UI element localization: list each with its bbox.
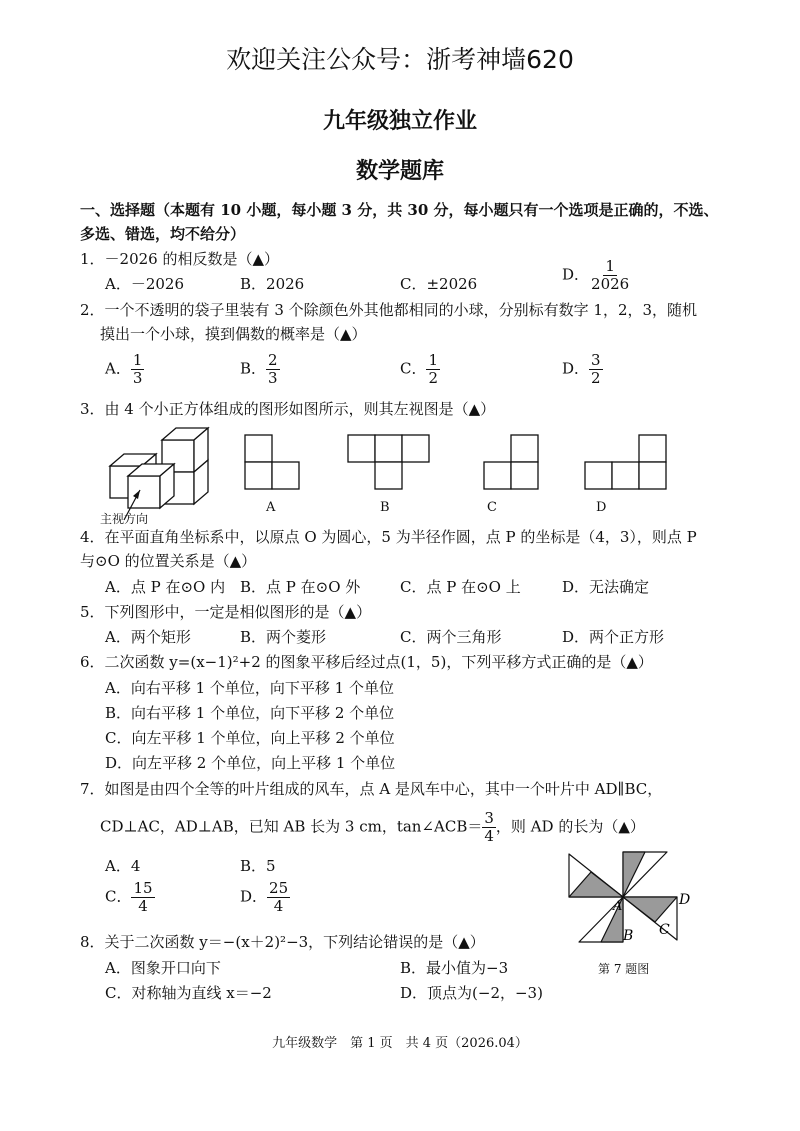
q4-option-d: D．无法确定 bbox=[562, 578, 650, 596]
q7-stem-line2 bbox=[100, 810, 645, 845]
fraction-numerator: 3 bbox=[484, 809, 494, 827]
q2-stem-line2: 摸出一个小球，摸到偶数的概率是（▲） bbox=[100, 325, 367, 343]
q7-option-c-label: C． bbox=[105, 887, 132, 906]
q3-option-c-view bbox=[483, 434, 543, 494]
q4-option-b: B．点 P 在⊙O 外 bbox=[240, 578, 361, 596]
section-heading: 一、选择题（本题有 10 小题，每小题 3 分，共 30 分，每小题只有一个选项是正确的，不选、 bbox=[80, 201, 719, 219]
q4-option-a: A．点 P 在⊙O 内 bbox=[105, 578, 226, 596]
q3-option-a-view bbox=[244, 434, 304, 494]
q1-option-d-fraction bbox=[589, 258, 631, 293]
fraction-numerator: 1 bbox=[605, 257, 615, 275]
q7-option-d-fraction bbox=[267, 880, 290, 915]
point-a-label: A bbox=[613, 899, 623, 914]
q2-option-a-label: A． bbox=[105, 359, 131, 378]
q1-option-d-label: D． bbox=[562, 265, 590, 284]
fraction-denominator: 2 bbox=[428, 369, 439, 387]
q4-stem-line2: 与⊙O 的位置关系是（▲） bbox=[80, 552, 257, 570]
q8-option-c: C．对称轴为直线 x＝−2 bbox=[105, 984, 272, 1002]
section-heading-cont: 多选、错选，均不给分） bbox=[80, 225, 246, 243]
fraction-numerator: 3 bbox=[591, 351, 601, 369]
q3-stem: 3．由 4 个小正方体组成的图形如图所示，则其左视图是（▲） bbox=[80, 400, 496, 418]
windmill-figure bbox=[555, 842, 705, 947]
q2-stem-line1: 2．一个不透明的袋子里装有 3 个除颜色外其他都相同的小球，分别标有数字 1，2，3，随机 bbox=[80, 301, 698, 319]
fraction-numerator: 1 bbox=[428, 351, 439, 369]
q2-option-c-fraction bbox=[426, 352, 440, 387]
q7-option-d bbox=[240, 880, 290, 915]
q2-option-c-label: C． bbox=[400, 359, 427, 378]
fraction-denominator: 4 bbox=[484, 827, 494, 845]
q4-stem-line1: 4．在平面直角坐标系中，以原点 O 为圆心，5 为半径作圆，点 P 的坐标是（4，3），则点 P bbox=[80, 528, 697, 546]
point-d-label: D bbox=[679, 892, 691, 908]
q7-option-c-fraction bbox=[131, 880, 154, 915]
q2-option-b bbox=[240, 352, 280, 387]
q7-stem-line1: 7．如图是由四个全等的叶片组成的风车，点 A 是风车中心，其中一个叶片中 AD∥BC， bbox=[80, 780, 663, 798]
q6-option-b: B．向右平移 1 个单位，向下平移 2 个单位 bbox=[105, 704, 395, 722]
q1-option-b: B．2026 bbox=[240, 275, 305, 293]
fraction-numerator: 25 bbox=[269, 879, 289, 897]
q1-option-a: A．－2026 bbox=[105, 275, 185, 293]
q2-option-d-fraction bbox=[589, 352, 603, 387]
q2-option-d-label: D． bbox=[562, 359, 590, 378]
page-title: 九年级独立作业 bbox=[322, 108, 477, 134]
q7-stem-line2-post: ，则 AD 的长为（▲） bbox=[495, 817, 645, 836]
page-header: 欢迎关注公众号：浙考神墙620 bbox=[226, 45, 574, 74]
fraction-denominator: 2 bbox=[591, 369, 601, 387]
point-c-label: C bbox=[659, 922, 670, 938]
q6-option-c: C．向左平移 1 个单位，向上平移 2 个单位 bbox=[105, 729, 395, 747]
q3-option-b-view bbox=[347, 434, 437, 494]
fraction-denominator: 4 bbox=[138, 897, 148, 915]
q1-option-c: C．±2026 bbox=[400, 275, 478, 293]
q2-option-b-fraction bbox=[266, 352, 280, 387]
q7-stem-line2-pre: CD⊥AC，AD⊥AB，已知 AB 长为 3 cm，tan∠ACB＝ bbox=[100, 817, 483, 836]
fraction-denominator: 3 bbox=[268, 369, 278, 387]
q7-option-d-label: D． bbox=[240, 887, 268, 906]
q7-option-c bbox=[105, 880, 155, 915]
q1-option-d bbox=[562, 258, 631, 293]
q2-option-c bbox=[400, 352, 440, 387]
q3-option-d-view bbox=[584, 434, 674, 494]
q3-option-d-label: D bbox=[596, 500, 607, 515]
q2-option-a bbox=[105, 352, 144, 387]
q3-option-b-label: B bbox=[380, 500, 390, 515]
q3-option-a-label: A bbox=[266, 500, 276, 515]
q2-option-a-fraction bbox=[131, 352, 145, 387]
q5-option-c: C．两个三角形 bbox=[400, 628, 502, 646]
q8-option-b: B．最小值为−3 bbox=[400, 959, 509, 977]
q7-option-b: B．5 bbox=[240, 857, 276, 875]
fraction-denominator: 2026 bbox=[591, 275, 630, 293]
view-direction-label: 主视方向 bbox=[100, 512, 149, 526]
fraction-denominator: 3 bbox=[132, 369, 143, 387]
q7-figure-caption: 第 7 题图 bbox=[598, 962, 650, 976]
q8-option-a: A．图象开口向下 bbox=[105, 959, 221, 977]
q6-stem: 6．二次函数 y=(x−1)²+2 的图象平移后经过点(1，5)，下列平移方式正确的是（▲） bbox=[80, 653, 653, 671]
q3-option-c-label: C bbox=[487, 500, 497, 515]
page-subtitle: 数学题库 bbox=[355, 158, 444, 184]
fraction-numerator: 2 bbox=[268, 351, 278, 369]
q2-option-d bbox=[562, 352, 603, 387]
q2-option-b-label: B． bbox=[240, 359, 267, 378]
q5-stem: 5．下列图形中，一定是相似图形的是（▲） bbox=[80, 603, 372, 621]
q8-stem: 8．关于二次函数 y＝−(x＋2)²−3，下列结论错误的是（▲） bbox=[80, 933, 485, 951]
q5-option-d: D．两个正方形 bbox=[562, 628, 665, 646]
fraction-denominator: 4 bbox=[273, 897, 284, 915]
q7-tan-fraction bbox=[482, 810, 496, 845]
fraction-numerator: 1 bbox=[132, 351, 143, 369]
point-b-label: B bbox=[623, 928, 634, 944]
q6-option-a: A．向右平移 1 个单位，向下平移 1 个单位 bbox=[105, 679, 394, 697]
fraction-numerator: 15 bbox=[133, 879, 153, 897]
q4-option-c: C．点 P 在⊙O 上 bbox=[400, 578, 521, 596]
q1-stem: 1．－2026 的相反数是（▲） bbox=[80, 250, 280, 268]
page-footer: 九年级数学 第 1 页 共 4 页（2026.04） bbox=[272, 1036, 528, 1051]
q5-option-a: A．两个矩形 bbox=[105, 628, 191, 646]
q5-option-b: B．两个菱形 bbox=[240, 628, 327, 646]
q7-option-a: A．4 bbox=[105, 857, 141, 875]
q6-option-d: D．向左平移 2 个单位，向上平移 1 个单位 bbox=[105, 754, 396, 772]
q8-option-d: D．顶点为(−2，−3) bbox=[400, 984, 543, 1002]
